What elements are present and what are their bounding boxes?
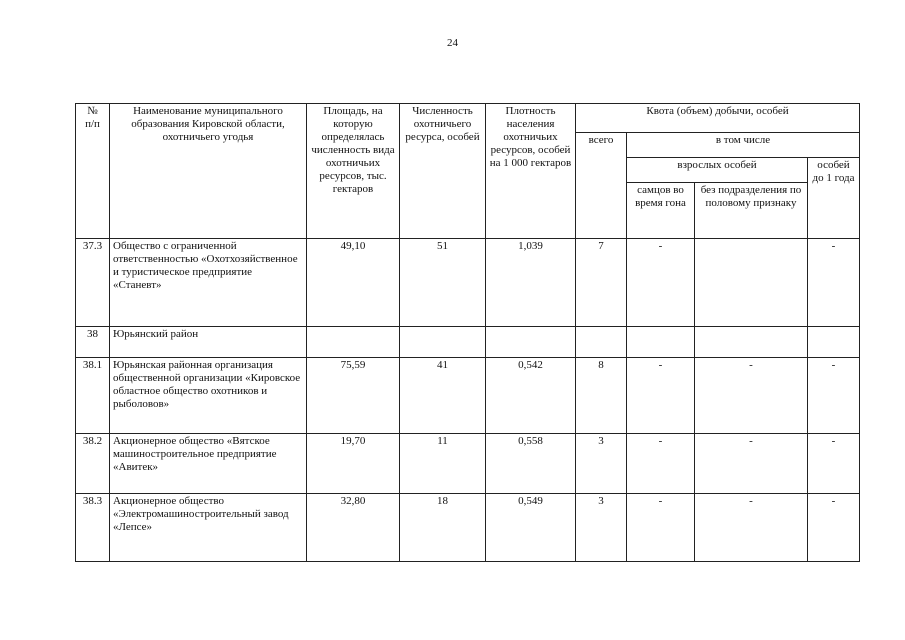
row-name: Юрьянская районная организация общественной организации «Кировское областное общество охотников и рыболовов» (110, 358, 307, 434)
row-males: - (627, 239, 695, 327)
row-no-sex: - (695, 494, 808, 562)
header-no-sex: без подразделения по половому признаку (695, 183, 808, 239)
row-total (576, 327, 627, 358)
row-name: Акционерное общество «Электромашиностроительный завод «Лепсе» (110, 494, 307, 562)
page-number: 24 (447, 37, 458, 49)
header-area: Площадь, на которую определялась численность вида охотничьих ресурсов, тыс. гектаров (307, 104, 400, 239)
row-no-sex: - (695, 434, 808, 494)
table-row (76, 434, 860, 494)
row-count (400, 327, 486, 358)
row-area (307, 327, 400, 358)
row-males: - (627, 358, 695, 434)
header-name: Наименование муниципального образования Кировской области, охотничьего угодья (110, 104, 307, 239)
row-num: 38.3 (76, 494, 110, 562)
row-count: 41 (400, 358, 486, 434)
row-juveniles: - (808, 434, 860, 494)
header-including: в том числе (627, 133, 860, 158)
header-count: Численность охотничьего ресурса, особей (400, 104, 486, 239)
row-juveniles: - (808, 358, 860, 434)
row-density: 1,039 (486, 239, 576, 327)
row-num: 37.3 (76, 239, 110, 327)
row-num: 38.2 (76, 434, 110, 494)
row-juveniles: - (808, 239, 860, 327)
row-juveniles: - (808, 494, 860, 562)
table-row (76, 494, 860, 562)
row-area: 49,10 (307, 239, 400, 327)
row-count: 11 (400, 434, 486, 494)
row-num: 38.1 (76, 358, 110, 434)
header-juveniles: особей до 1 года (808, 158, 860, 239)
row-num: 38 (76, 327, 110, 358)
header-adults: взрослых особей (627, 158, 808, 183)
row-density: 0,542 (486, 358, 576, 434)
row-count: 18 (400, 494, 486, 562)
quota-table (75, 103, 860, 562)
row-total: 3 (576, 494, 627, 562)
row-area: 75,59 (307, 358, 400, 434)
table-body (76, 239, 860, 562)
header-males: самцов во время гона (627, 183, 695, 239)
row-count: 51 (400, 239, 486, 327)
row-density: 0,558 (486, 434, 576, 494)
row-name: Акционерное общество «Вятское машиностроительное предприятие «Авитек» (110, 434, 307, 494)
table-row (76, 239, 860, 327)
header-total: всего (576, 133, 627, 239)
row-name: Общество с ограниченной ответственностью «Охотхозяйственное и туристическое предприятие «Станевт» (110, 239, 307, 327)
row-no-sex (695, 239, 808, 327)
header-quota: Квота (объем) добычи, особей (576, 104, 860, 133)
table-row (76, 327, 860, 358)
row-no-sex (695, 327, 808, 358)
row-name: Юрьянский район (110, 327, 307, 358)
row-density (486, 327, 576, 358)
header-num: № п/п (76, 104, 110, 239)
row-males: - (627, 494, 695, 562)
row-area: 32,80 (307, 494, 400, 562)
header-density: Плотность населения охотничьих ресурсов, особей на 1 000 гектаров (486, 104, 576, 239)
row-total: 8 (576, 358, 627, 434)
row-no-sex: - (695, 358, 808, 434)
row-juveniles (808, 327, 860, 358)
row-males: - (627, 434, 695, 494)
row-total: 7 (576, 239, 627, 327)
row-area: 19,70 (307, 434, 400, 494)
row-total: 3 (576, 434, 627, 494)
row-density: 0,549 (486, 494, 576, 562)
row-males (627, 327, 695, 358)
table-row (76, 358, 860, 434)
table-header (76, 104, 860, 239)
